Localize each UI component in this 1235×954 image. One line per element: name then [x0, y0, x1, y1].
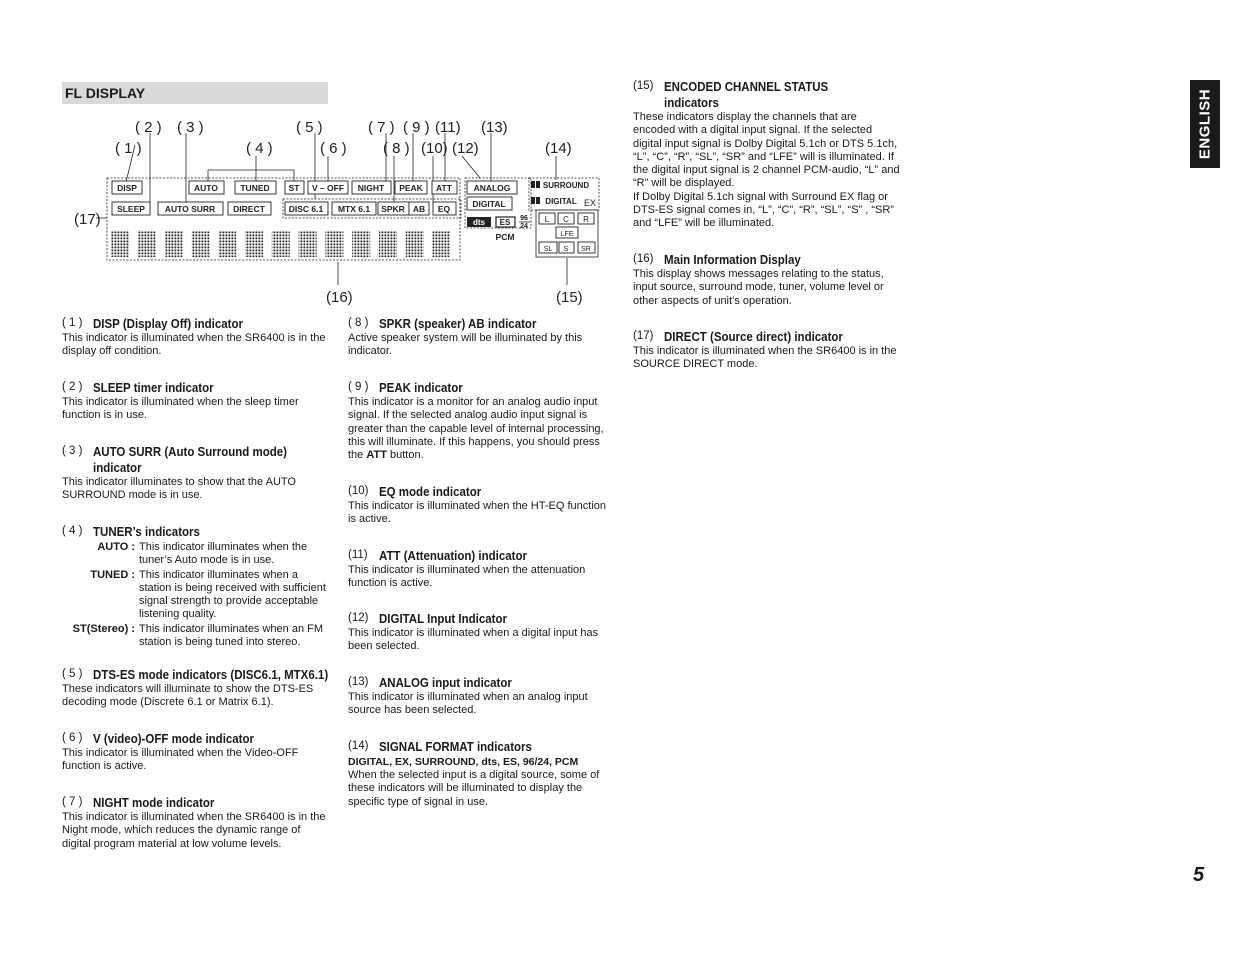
description-item	[348, 548, 616, 591]
label-auto-surr: AUTO SURR	[164, 204, 216, 214]
item-body	[348, 332, 616, 359]
item-number: ( 4 )	[62, 525, 83, 537]
item-title: PEAK indicator	[379, 381, 463, 395]
label-mtx61: MTX 6.1	[337, 204, 371, 214]
item-body	[348, 500, 616, 527]
label-ch-l: L	[544, 215, 550, 224]
fl-display-diagram	[70, 112, 610, 312]
item-body	[348, 564, 616, 591]
label-eq: EQ	[437, 204, 451, 214]
callout-4: ( 4 )	[246, 140, 273, 157]
item-body	[62, 683, 330, 710]
callout-1: ( 1 )	[115, 140, 142, 157]
item-subtitle: DIGITAL, EX, SURROUND, dts, ES, 96/24, PCM	[348, 756, 579, 768]
label-direct: DIRECT	[233, 204, 265, 214]
item-number: (16)	[633, 253, 654, 265]
description-item	[62, 316, 330, 359]
callout-6: ( 6 )	[320, 140, 347, 157]
description-item	[62, 667, 330, 710]
label-dd-digital: DIGITAL	[545, 197, 577, 206]
label-att: ATT	[436, 183, 452, 193]
tuner-row-desc: This indicator illuminates when a station is being received with sufficient signal strength to provide acceptable listening quality.	[139, 568, 326, 621]
tuner-row	[62, 623, 330, 650]
item-body	[62, 396, 330, 423]
item-body-text: This indicator is illuminated when an analog input source has been selected.	[348, 691, 588, 717]
dot-matrix-cell	[433, 231, 451, 257]
description-item	[348, 675, 616, 718]
callout-15: (15)	[556, 289, 583, 306]
item-body	[62, 747, 330, 774]
description-item	[348, 739, 616, 809]
item-body-text: This display shows messages relating to the status, input source, surround mode, tuner, volume level or other aspects of unit’s operation.	[633, 268, 884, 307]
item-title: ANALOG input indicator	[379, 676, 512, 690]
description-item	[62, 444, 330, 503]
dot-matrix-cell	[352, 231, 370, 257]
item-number: ( 7 )	[62, 796, 83, 808]
tuner-row	[62, 569, 330, 622]
callout-9: ( 9 )	[403, 119, 430, 136]
att-button-ref: ATT	[366, 449, 387, 462]
item-title: DIGITAL Input Indicator	[379, 612, 507, 626]
label-es: ES	[499, 218, 511, 227]
dot-matrix-cell	[406, 231, 424, 257]
description-item	[62, 731, 330, 774]
item-body-end: button.	[386, 449, 424, 462]
item-body	[348, 396, 616, 462]
label-night: NIGHT	[357, 183, 385, 193]
item-body-2: If Dolby Digital 5.1ch signal with Surround EX flag or DTS-ES signal comes in, “L”, “C”, “R”, “SL”, “S” , “SR” and “LFE” will be illuminated.	[633, 190, 894, 230]
item-body	[62, 332, 330, 359]
item-body-text: This indicator is illuminated when the SR6400 is in the SOURCE DIRECT mode.	[633, 345, 897, 371]
item-body-text: This indicator is a monitor for an analog audio input signal. If the selected analog audio input signal is greater than the capable level of internal processing, this will illuminate. If this happens, you should press the	[348, 396, 604, 462]
item-number: ( 1 )	[62, 317, 83, 329]
item-body-text: This indicator is illuminated when the SR6400 is in the Night mode, which reduces the dynamic range of digital program material at low volume levels.	[62, 811, 326, 850]
item-body	[348, 691, 616, 718]
item-body	[62, 476, 330, 503]
callout-5: ( 5 )	[296, 119, 323, 136]
item-body-text: This indicator is illuminated when a digital input has been selected.	[348, 627, 599, 653]
item-number: (17)	[633, 330, 654, 342]
item-number: ( 5 )	[62, 668, 83, 680]
item-title: ATT (Attenuation) indicator	[379, 549, 527, 563]
description-item	[633, 329, 901, 372]
description-item	[62, 380, 330, 423]
item-title: AUTO SURR (Auto Surround mode)	[93, 445, 288, 459]
callout-3: ( 3 )	[177, 119, 204, 136]
item-number: (12)	[348, 612, 369, 624]
description-item	[348, 380, 616, 462]
label-ch-sr: SR	[581, 246, 591, 253]
item-body-text: This indicator is illuminated when the sleep timer function is in use.	[62, 396, 299, 422]
item-number: ( 3 )	[62, 445, 83, 457]
dot-matrix-cell	[191, 231, 209, 257]
main-information-display	[111, 231, 451, 257]
item-title: DISP (Display Off) indicator	[93, 317, 243, 331]
description-item	[62, 795, 330, 851]
callout-11: (11)	[435, 119, 461, 136]
label-pcm: PCM	[495, 232, 515, 242]
item-number: (14)	[348, 740, 369, 752]
callout-10: (10)	[421, 140, 448, 157]
label-peak: PEAK	[399, 183, 423, 193]
label-ch-r: R	[583, 215, 589, 224]
label-voff: V – OFF	[311, 183, 345, 193]
item-title: SIGNAL FORMAT indicators	[379, 740, 532, 754]
dot-matrix-cell	[299, 231, 317, 257]
item-title: NIGHT mode indicator	[93, 796, 215, 810]
item-title: DIRECT (Source direct) indicator	[664, 330, 843, 344]
item-body	[633, 111, 901, 191]
label-ex: EX	[583, 198, 597, 208]
item-title: V (video)-OFF mode indicator	[93, 732, 255, 746]
callout-17: (17)	[74, 211, 101, 228]
label-ch-s: S	[563, 246, 569, 253]
label-ch-lfe: LFE	[560, 231, 574, 238]
item-body-text: This indicator is illuminated when the Video-OFF function is active.	[62, 747, 299, 773]
tuner-row-desc: This indicator illuminates when an FM station is being tuned into stereo.	[139, 622, 324, 649]
dot-matrix-cell	[111, 231, 129, 257]
item-number: (13)	[348, 676, 369, 688]
section-title: FL DISPLAY	[65, 85, 146, 101]
language-tab	[1190, 80, 1220, 168]
dot-matrix-cell	[218, 231, 236, 257]
section-header	[62, 82, 328, 104]
description-item	[633, 252, 901, 308]
description-item	[348, 611, 616, 654]
item-body-text: This indicator is illuminated when the HT-EQ function is active.	[348, 500, 607, 526]
item-number: (11)	[348, 549, 368, 561]
label-24: 24	[520, 223, 528, 230]
item-title: DTS-ES mode indicators (DISC6.1, MTX6.1)	[93, 668, 329, 682]
item-body	[348, 769, 616, 809]
dot-matrix-cell	[165, 231, 183, 257]
label-surround: SURROUND	[542, 181, 590, 190]
label-dts: dts	[473, 218, 485, 227]
callout-7: ( 7 )	[368, 119, 395, 136]
tuner-row	[62, 541, 330, 568]
page-number: 5	[1193, 864, 1205, 886]
label-analog: ANALOG	[473, 183, 511, 193]
label-st: ST	[288, 183, 300, 193]
tuner-row-label: TUNED :	[90, 568, 135, 581]
dot-matrix-cell	[325, 231, 343, 257]
label-disc61: DISC 6.1	[288, 204, 324, 214]
item-number: ( 9 )	[348, 381, 369, 393]
language-tab-label: ENGLISH	[1196, 88, 1214, 160]
tuner-row-label: AUTO :	[97, 541, 135, 553]
tuner-row-label: ST(Stereo) :	[72, 622, 135, 635]
dot-matrix-cell	[138, 231, 156, 257]
item-title: TUNER’s indicators	[93, 525, 200, 539]
label-spkr: SPKR	[381, 204, 405, 214]
dot-matrix-cell	[245, 231, 263, 257]
item-number: (10)	[348, 485, 369, 497]
label-ab: AB	[412, 204, 426, 214]
item-body-text: These indicators display the channels that are encoded with a digital input signal. If the selected digital input signal is Dolby Digital 5.1ch or DTS 5.1ch, “L”, “C”, “R”, “SL”, “SR” and “LFE” will is illuminated. If the digital input signal is 2 channel PCM-audio, “L” and “R” will be displayed.	[633, 111, 900, 190]
label-disp: DISP	[117, 183, 137, 193]
description-item	[348, 484, 616, 527]
item-title: ENCODED CHANNEL STATUS	[664, 80, 829, 94]
item-body-text: This indicator is illuminated when the SR6400 is in the display off condition.	[62, 332, 326, 358]
item-title: SLEEP timer indicator	[93, 381, 214, 395]
dot-matrix-cell	[272, 231, 290, 257]
label-ch-sl: SL	[543, 246, 553, 253]
label-digital: DIGITAL	[472, 199, 506, 209]
description-item	[348, 316, 616, 359]
item-body-text: These indicators will illuminate to show the DTS-ES decoding mode (Discrete 6.1 or Matrix 6.1).	[62, 683, 314, 709]
callout-13: (13)	[481, 119, 508, 136]
item-title: EQ mode indicator	[379, 485, 482, 499]
callout-16: (16)	[326, 289, 353, 306]
callout-8: ( 8 )	[383, 140, 410, 157]
item-body	[633, 345, 901, 372]
description-item	[62, 524, 330, 649]
item-title-cont: indicators	[664, 96, 719, 110]
item-body-text: This indicator is illuminated when the attenuation function is active.	[348, 564, 586, 590]
item-body	[633, 268, 901, 308]
item-title: SPKR (speaker) AB indicator	[379, 317, 537, 331]
item-number: ( 6 )	[62, 732, 83, 744]
item-body-text: This indicator illuminates to show that the AUTO SURROUND mode is in use.	[62, 476, 296, 502]
item-title: Main Information Display	[664, 253, 801, 267]
item-number: ( 2 )	[62, 381, 83, 393]
item-number: ( 8 )	[348, 317, 369, 329]
label-auto: AUTO	[194, 183, 218, 193]
tuner-row-desc: This indicator illuminates when the tuner’s Auto mode is in use.	[139, 541, 308, 567]
label-96: 96	[520, 215, 528, 222]
item-body	[348, 627, 616, 654]
label-sleep: SLEEP	[117, 204, 145, 214]
item-body-text: When the selected input is a digital source, some of these indicators will be illuminated to display the specific type of signal in use.	[348, 769, 600, 808]
label-ch-c: C	[563, 215, 569, 224]
item-body-text: Active speaker system will be illuminated by this indicator.	[348, 332, 583, 358]
dot-matrix-cell	[379, 231, 397, 257]
callout-2: ( 2 )	[135, 119, 162, 136]
callout-12: (12)	[452, 140, 479, 157]
item-body	[62, 811, 330, 851]
callout-14: (14)	[545, 140, 572, 157]
item-title-cont: indicator	[93, 461, 142, 475]
label-tuned: TUNED	[240, 183, 270, 193]
description-item	[633, 79, 901, 231]
item-number: (15)	[633, 80, 654, 92]
